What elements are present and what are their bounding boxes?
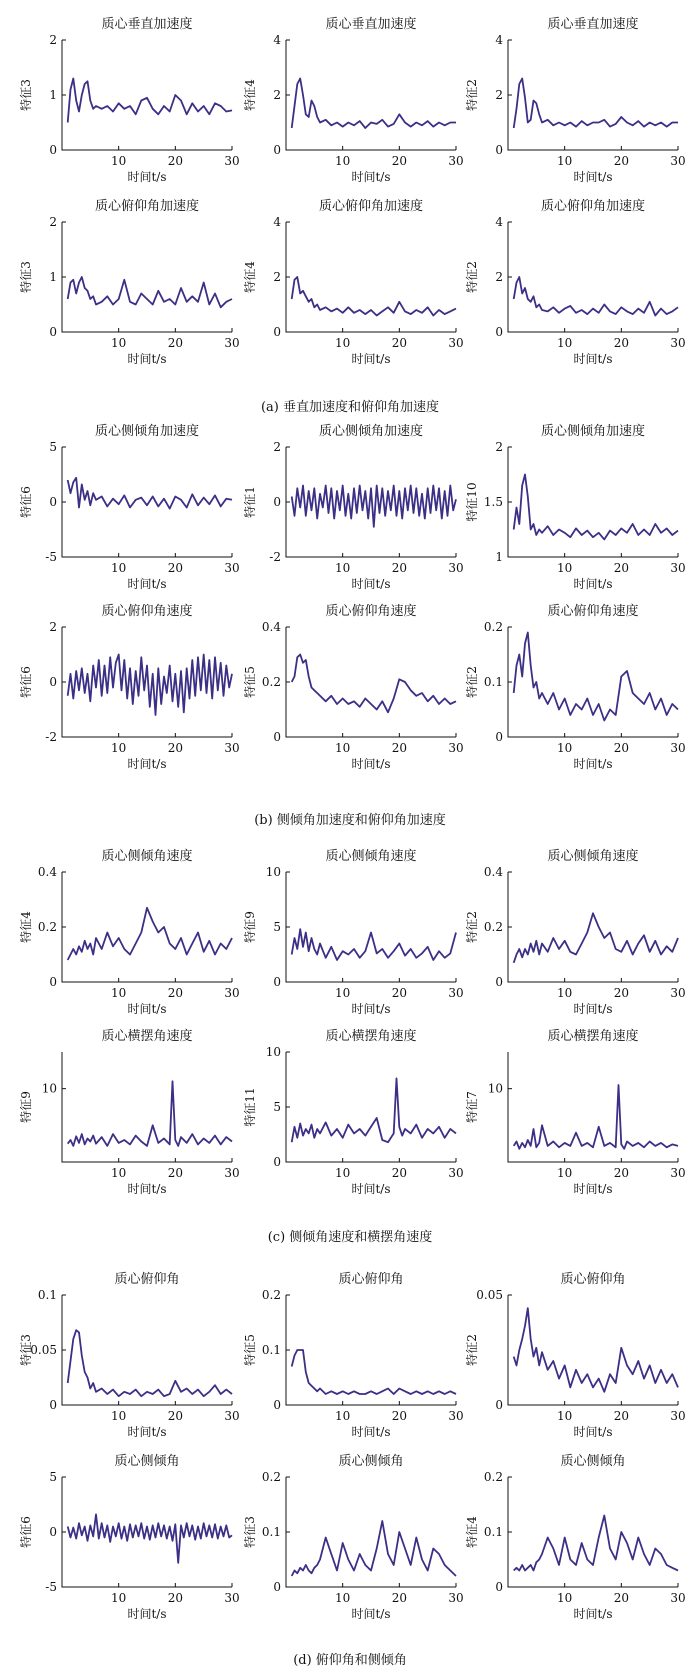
- x-tick-label: 30: [448, 154, 464, 168]
- x-tick-label: 20: [167, 154, 183, 168]
- y-axis-label: 特征1: [243, 486, 257, 518]
- axis-lines: [62, 1477, 232, 1587]
- x-tick-label: 20: [167, 1591, 183, 1605]
- y-tick-label: 0.05: [476, 1288, 503, 1302]
- chart-panel: [18, 16, 240, 184]
- x-axis-label: 时间t/s: [351, 1182, 391, 1196]
- series-line: [514, 633, 678, 721]
- x-tick-label: 10: [111, 741, 127, 755]
- axis-lines: [286, 447, 456, 557]
- x-axis-label: 时间t/s: [573, 1182, 613, 1196]
- y-tick-label: 2: [273, 88, 281, 102]
- y-axis-label: 特征6: [19, 1516, 33, 1548]
- chart-title: 质心侧倾角: [338, 1454, 404, 1469]
- y-tick-label: 0.2: [483, 920, 503, 934]
- y-tick-label: 0: [49, 1525, 57, 1539]
- y-axis-label: 特征6: [19, 666, 33, 698]
- y-tick-label: 0.4: [37, 865, 57, 879]
- chart-title: 质心侧倾角速度: [101, 849, 193, 864]
- y-tick-label: 0.1: [261, 1525, 281, 1539]
- series-line: [68, 1514, 232, 1562]
- axis-lines: [508, 872, 678, 982]
- x-tick-label: 10: [335, 986, 351, 1000]
- x-axis-label: 时间t/s: [573, 170, 613, 184]
- x-axis-label: 时间t/s: [127, 1607, 167, 1621]
- y-tick-label: 0: [495, 1580, 503, 1594]
- series-line: [514, 1308, 678, 1392]
- chart-title: 质心俯仰角: [114, 1272, 180, 1287]
- chart-panel: [18, 1454, 240, 1621]
- x-tick-label: 20: [167, 986, 183, 1000]
- chart-title: 质心侧倾角: [114, 1454, 180, 1469]
- x-axis-label: 时间t/s: [351, 1002, 391, 1016]
- series-line: [68, 79, 232, 123]
- y-axis-label: 特征4: [243, 261, 257, 293]
- y-tick-label: 1: [49, 270, 57, 284]
- y-tick-label: 2: [495, 270, 503, 284]
- x-tick-label: 20: [391, 741, 407, 755]
- axis-lines: [286, 1052, 456, 1162]
- x-tick-label: 30: [224, 1409, 240, 1423]
- axis-lines: [62, 222, 232, 332]
- x-tick-label: 20: [613, 1166, 629, 1180]
- axis-lines: [286, 627, 456, 737]
- series-line: [68, 908, 232, 960]
- x-axis-label: 时间t/s: [351, 577, 391, 591]
- y-tick-label: 0.2: [261, 1470, 281, 1484]
- axis-lines: [286, 872, 456, 982]
- series-line: [292, 277, 456, 316]
- y-tick-label: 2: [49, 620, 57, 634]
- y-tick-label: 0: [495, 1398, 503, 1412]
- x-tick-label: 20: [391, 336, 407, 350]
- x-tick-label: 20: [391, 1166, 407, 1180]
- chart-panel: [464, 603, 686, 771]
- chart-panel: [18, 423, 240, 591]
- x-tick-label: 20: [167, 741, 183, 755]
- x-axis-label: 时间t/s: [351, 757, 391, 771]
- y-tick-label: -5: [45, 1580, 57, 1594]
- y-tick-label: 0: [273, 730, 281, 744]
- series-line: [514, 1516, 678, 1571]
- y-tick-label: 5: [49, 440, 57, 454]
- chart-panel: [242, 198, 464, 366]
- chart-panel: [464, 423, 686, 591]
- y-tick-label: 0: [49, 1398, 57, 1412]
- y-tick-label: 4: [495, 215, 503, 229]
- x-tick-label: 30: [670, 336, 686, 350]
- chart-panel: [18, 1272, 240, 1439]
- x-axis-label: 时间t/s: [127, 1425, 167, 1439]
- x-tick-label: 20: [613, 336, 629, 350]
- chart-title: 质心横摆角速度: [325, 1029, 417, 1044]
- y-tick-label: 5: [273, 920, 281, 934]
- x-axis-label: 时间t/s: [351, 352, 391, 366]
- axis-lines: [62, 872, 232, 982]
- y-tick-label: 1: [495, 550, 503, 564]
- y-tick-label: 10: [265, 1045, 281, 1059]
- y-tick-label: 0.1: [483, 1525, 503, 1539]
- x-tick-label: 30: [670, 741, 686, 755]
- chart-title: 质心俯仰角速度: [325, 604, 417, 619]
- x-axis-label: 时间t/s: [127, 1182, 167, 1196]
- chart-panel: [242, 603, 464, 771]
- chart-panel: [242, 16, 464, 184]
- x-tick-label: 20: [391, 986, 407, 1000]
- y-tick-label: 4: [495, 33, 503, 47]
- series-line: [68, 277, 232, 307]
- y-tick-label: -5: [45, 550, 57, 564]
- chart-panel: [242, 1028, 464, 1196]
- y-tick-label: 5: [273, 1100, 281, 1114]
- x-tick-label: 30: [670, 1166, 686, 1180]
- axis-lines: [508, 447, 678, 557]
- x-tick-label: 30: [224, 1591, 240, 1605]
- y-tick-label: 0: [273, 325, 281, 339]
- chart-panel: [242, 1272, 464, 1439]
- series-line: [292, 1078, 456, 1142]
- y-tick-label: 0: [495, 325, 503, 339]
- x-axis-label: 时间t/s: [127, 1002, 167, 1016]
- y-tick-label: 0.1: [483, 675, 503, 689]
- y-tick-label: 0: [49, 143, 57, 157]
- chart-title: 质心俯仰角加速度: [318, 199, 424, 214]
- x-tick-label: 20: [391, 561, 407, 575]
- y-axis-label: 特征6: [19, 486, 33, 518]
- y-tick-label: 0.2: [483, 620, 503, 634]
- series-line: [292, 79, 456, 129]
- y-tick-label: 2: [495, 88, 503, 102]
- x-tick-label: 10: [557, 154, 573, 168]
- x-tick-label: 30: [670, 154, 686, 168]
- x-axis-label: 时间t/s: [127, 577, 167, 591]
- chart-panel: [18, 198, 240, 366]
- x-tick-label: 10: [335, 561, 351, 575]
- y-axis-label: 特征4: [465, 1516, 479, 1548]
- chart-panel: [464, 16, 686, 184]
- y-tick-label: 2: [273, 270, 281, 284]
- y-tick-label: 4: [273, 33, 281, 47]
- x-tick-label: 30: [670, 1591, 686, 1605]
- y-tick-label: 10: [41, 1081, 57, 1096]
- y-axis-label: 特征3: [243, 1516, 257, 1548]
- x-tick-label: 10: [557, 1591, 573, 1605]
- series-line: [68, 655, 232, 716]
- chart-title: 质心侧倾角速度: [547, 849, 639, 864]
- x-tick-label: 10: [557, 336, 573, 350]
- x-tick-label: 10: [111, 986, 127, 1000]
- chart-title: 质心侧倾角加速度: [94, 424, 200, 439]
- chart-title: 质心俯仰角速度: [101, 604, 193, 619]
- x-tick-label: 10: [335, 154, 351, 168]
- x-tick-label: 20: [167, 1409, 183, 1423]
- x-axis-label: 时间t/s: [351, 1425, 391, 1439]
- x-tick-label: 20: [613, 986, 629, 1000]
- x-axis-label: 时间t/s: [351, 1607, 391, 1621]
- axis-lines: [62, 1295, 232, 1405]
- x-axis-label: 时间t/s: [351, 170, 391, 184]
- y-tick-label: 0.4: [483, 865, 503, 879]
- x-tick-label: 30: [224, 986, 240, 1000]
- series-line: [292, 929, 456, 960]
- series-line: [514, 475, 678, 540]
- x-tick-label: 20: [613, 1409, 629, 1423]
- x-tick-label: 30: [670, 561, 686, 575]
- chart-title: 质心侧倾角加速度: [540, 424, 646, 439]
- chart-panel: [242, 423, 464, 591]
- y-tick-label: -2: [269, 550, 281, 564]
- x-tick-label: 10: [111, 154, 127, 168]
- x-tick-label: 10: [557, 741, 573, 755]
- x-tick-label: 20: [613, 154, 629, 168]
- chart-panel: [464, 1272, 686, 1439]
- x-axis-label: 时间t/s: [573, 352, 613, 366]
- y-tick-label: 0.1: [37, 1288, 57, 1302]
- x-tick-label: 30: [224, 741, 240, 755]
- x-tick-label: 10: [557, 1409, 573, 1423]
- series-line: [292, 655, 456, 713]
- x-tick-label: 30: [448, 986, 464, 1000]
- axis-lines: [508, 222, 678, 332]
- chart-title: 质心俯仰角: [560, 1272, 626, 1287]
- y-tick-label: 0: [49, 975, 57, 989]
- x-tick-label: 30: [224, 336, 240, 350]
- y-tick-label: 2: [49, 215, 57, 229]
- chart-title: 质心俯仰角加速度: [540, 199, 646, 214]
- y-tick-label: 0: [273, 143, 281, 157]
- x-tick-label: 10: [557, 561, 573, 575]
- chart-panel: [242, 1454, 464, 1621]
- chart-title: 质心横摆角速度: [101, 1029, 193, 1044]
- x-tick-label: 20: [167, 561, 183, 575]
- y-tick-label: 0: [495, 730, 503, 744]
- x-tick-label: 10: [557, 986, 573, 1000]
- chart-title: 质心横摆角速度: [547, 1029, 639, 1044]
- chart-title: 质心垂直加速度: [101, 17, 193, 32]
- series-line: [292, 1350, 456, 1394]
- x-tick-label: 20: [167, 336, 183, 350]
- chart-panel: [18, 848, 240, 1016]
- y-axis-label: 特征3: [19, 1334, 33, 1366]
- series-line: [514, 913, 678, 963]
- y-axis-label: 特征2: [465, 1334, 479, 1366]
- y-tick-label: -2: [45, 730, 57, 744]
- y-axis-label: 特征2: [465, 261, 479, 293]
- x-tick-label: 30: [670, 986, 686, 1000]
- series-line: [514, 79, 678, 129]
- y-tick-label: 0.2: [261, 1288, 281, 1302]
- axis-lines: [286, 1295, 456, 1405]
- series-line: [514, 1085, 678, 1149]
- chart-title: 质心俯仰角加速度: [94, 199, 200, 214]
- y-axis-label: 特征2: [465, 79, 479, 111]
- axis-lines: [508, 40, 678, 150]
- axis-lines: [286, 40, 456, 150]
- y-tick-label: 0: [49, 675, 57, 689]
- y-tick-label: 0: [273, 1155, 281, 1169]
- x-axis-label: 时间t/s: [127, 170, 167, 184]
- x-tick-label: 20: [167, 1166, 183, 1180]
- chart-title: 质心侧倾角: [560, 1454, 626, 1469]
- axis-lines: [508, 1295, 678, 1405]
- x-tick-label: 30: [224, 154, 240, 168]
- y-axis-label: 特征3: [19, 261, 33, 293]
- x-tick-label: 20: [391, 1409, 407, 1423]
- chart-panel: [242, 848, 464, 1016]
- caption-d: (d) 俯仰角和侧倾角: [293, 1653, 407, 1668]
- x-axis-label: 时间t/s: [573, 577, 613, 591]
- y-axis-label: 特征4: [19, 911, 33, 943]
- x-tick-label: 30: [448, 1166, 464, 1180]
- y-tick-label: 0.1: [261, 1343, 281, 1357]
- x-axis-label: 时间t/s: [127, 757, 167, 771]
- y-axis-label: 特征7: [465, 1091, 479, 1123]
- series-line: [292, 1521, 456, 1576]
- x-tick-label: 10: [557, 1166, 573, 1180]
- chart-title: 质心垂直加速度: [547, 17, 639, 32]
- x-tick-label: 10: [111, 1409, 127, 1423]
- x-tick-label: 30: [224, 561, 240, 575]
- y-tick-label: 0: [273, 495, 281, 509]
- y-axis-label: 特征2: [465, 911, 479, 943]
- y-tick-label: 0: [495, 143, 503, 157]
- x-tick-label: 10: [111, 1166, 127, 1180]
- x-tick-label: 20: [613, 741, 629, 755]
- y-tick-label: 2: [495, 440, 503, 454]
- y-axis-label: 特征5: [243, 1334, 257, 1366]
- series-line: [68, 478, 232, 509]
- x-tick-label: 30: [224, 1166, 240, 1180]
- chart-title: 质心俯仰角: [338, 1272, 404, 1287]
- y-tick-label: 0: [273, 975, 281, 989]
- chart-panel: [18, 1028, 240, 1196]
- caption-a: (a) 垂直加速度和俯仰角加速度: [260, 400, 440, 415]
- series-line: [68, 1330, 232, 1396]
- x-tick-label: 30: [448, 1591, 464, 1605]
- y-tick-label: 0.05: [30, 1343, 57, 1357]
- series-line: [68, 1081, 232, 1146]
- chart-title: 质心侧倾角速度: [325, 849, 417, 864]
- y-tick-label: 0: [273, 1580, 281, 1594]
- x-tick-label: 30: [448, 336, 464, 350]
- x-tick-label: 10: [111, 336, 127, 350]
- y-axis-label: 特征2: [465, 666, 479, 698]
- y-tick-label: 0: [273, 1398, 281, 1412]
- y-axis-label: 特征11: [243, 1087, 257, 1127]
- x-tick-label: 30: [448, 1409, 464, 1423]
- y-axis-label: 特征10: [465, 482, 479, 522]
- chart-title: 质心俯仰角速度: [547, 604, 639, 619]
- x-tick-label: 10: [335, 1591, 351, 1605]
- y-tick-label: 4: [273, 215, 281, 229]
- x-tick-label: 10: [335, 1409, 351, 1423]
- x-tick-label: 10: [111, 1591, 127, 1605]
- x-tick-label: 10: [335, 741, 351, 755]
- y-tick-label: 10: [265, 865, 281, 879]
- y-tick-label: 1: [49, 88, 57, 102]
- series-line: [292, 486, 456, 527]
- series-line: [514, 277, 678, 316]
- x-tick-label: 10: [335, 1166, 351, 1180]
- y-tick-label: 0.4: [261, 620, 281, 634]
- x-tick-label: 30: [670, 1409, 686, 1423]
- x-axis-label: 时间t/s: [573, 1607, 613, 1621]
- y-axis-label: 特征4: [243, 79, 257, 111]
- y-tick-label: 0.2: [37, 920, 57, 934]
- y-tick-label: 5: [49, 1470, 57, 1484]
- chart-panel: [464, 848, 686, 1016]
- y-tick-label: 0.2: [483, 1470, 503, 1484]
- y-tick-label: 10: [487, 1081, 503, 1096]
- y-axis-label: 特征3: [19, 79, 33, 111]
- x-tick-label: 30: [448, 741, 464, 755]
- axis-lines: [62, 40, 232, 150]
- x-tick-label: 20: [613, 1591, 629, 1605]
- y-axis-label: 特征9: [243, 911, 257, 943]
- x-tick-label: 20: [391, 154, 407, 168]
- chart-title: 质心垂直加速度: [325, 17, 417, 32]
- chart-panel: [464, 1454, 686, 1621]
- chart-panel: [464, 198, 686, 366]
- x-axis-label: 时间t/s: [127, 352, 167, 366]
- x-axis-label: 时间t/s: [573, 1002, 613, 1016]
- chart-panel: [18, 603, 240, 771]
- caption-b: (b) 侧倾角加速度和俯仰角加速度: [254, 813, 446, 828]
- axis-lines: [286, 222, 456, 332]
- y-axis-label: 特征5: [243, 666, 257, 698]
- y-axis-label: 特征9: [19, 1091, 33, 1123]
- chart-panel: [464, 1028, 686, 1196]
- x-axis-label: 时间t/s: [573, 757, 613, 771]
- x-tick-label: 20: [391, 1591, 407, 1605]
- y-tick-label: 2: [273, 440, 281, 454]
- x-tick-label: 30: [448, 561, 464, 575]
- y-tick-label: 0: [49, 325, 57, 339]
- chart-title: 质心侧倾角加速度: [318, 424, 424, 439]
- y-tick-label: 0: [49, 495, 57, 509]
- caption-c: (c) 侧倾角速度和横摆角速度: [267, 1230, 433, 1245]
- y-tick-label: 0: [495, 975, 503, 989]
- y-tick-label: 1.5: [483, 495, 503, 509]
- x-tick-label: 20: [613, 561, 629, 575]
- x-tick-label: 10: [111, 561, 127, 575]
- y-tick-label: 2: [49, 33, 57, 47]
- x-tick-label: 10: [335, 336, 351, 350]
- x-axis-label: 时间t/s: [573, 1425, 613, 1439]
- y-tick-label: 0.2: [261, 675, 281, 689]
